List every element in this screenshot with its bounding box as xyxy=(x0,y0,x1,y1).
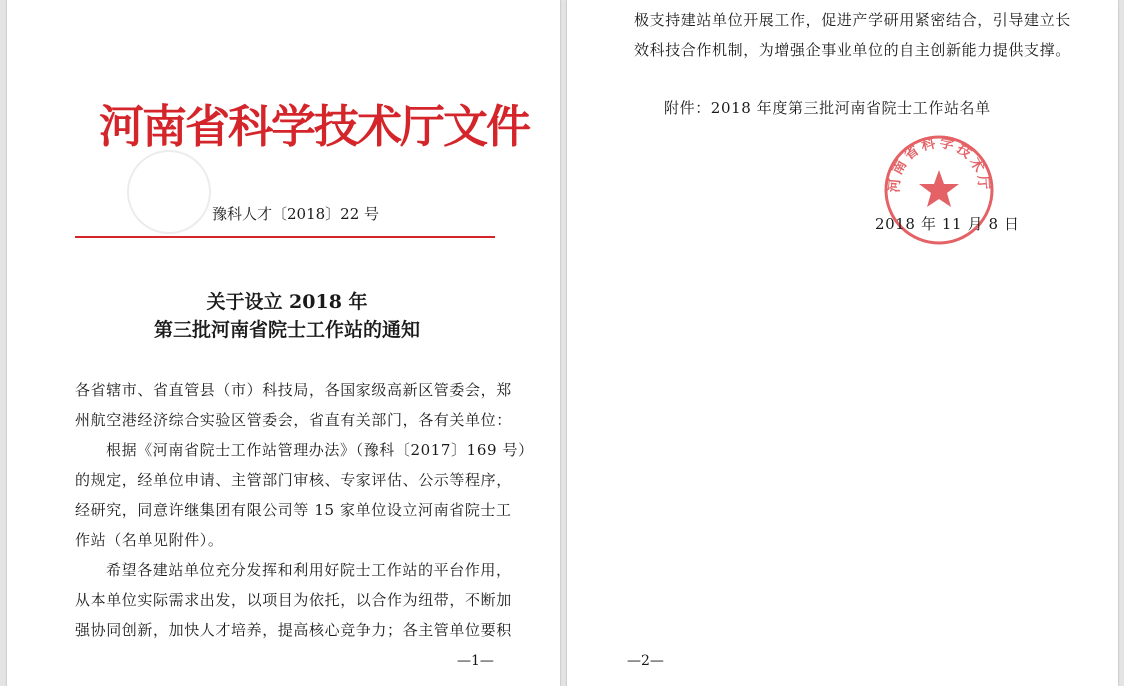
attachment-line: 附件：2018 年度第三批河南省院士工作站名单 xyxy=(664,99,991,117)
body-line: 根据《河南省院士工作站管理办法》（豫科〔2017〕169 号） xyxy=(106,441,534,459)
body-line: 效科技合作机制，为增强企事业单位的自主创新能力提供支撑。 xyxy=(634,41,1071,59)
body-line: 希望各建站单位充分发挥和利用好院士工作站的平台作用， xyxy=(106,561,512,579)
page-number: —1— xyxy=(457,653,494,669)
notice-title-line-1: 关于设立 2018 年 xyxy=(206,291,368,313)
header-title: 河南省科学技术厅文件 xyxy=(99,100,530,153)
body-line: 强协同创新，加快人才培养，提高核心竞争力；各主管单位要积 xyxy=(75,621,512,639)
faint-stamp-mark xyxy=(127,150,211,234)
red-divider xyxy=(75,236,495,238)
issue-date: 2018 年 11 月 8 日 xyxy=(875,215,1020,233)
document-page-2 xyxy=(567,0,1118,686)
seal-star-icon xyxy=(919,170,959,207)
body-line: 从本单位实际需求出发，以项目为依托，以合作为纽带，不断加 xyxy=(75,591,512,609)
notice-title-line-2: 第三批河南省院士工作站的通知 xyxy=(153,319,420,341)
body-line: 极支持建站单位开展工作，促进产学研用紧密结合，引导建立长 xyxy=(634,11,1071,29)
page-number: —2— xyxy=(627,653,664,669)
body-line: 州航空港经济综合实验区管委会，省直有关部门，各有关单位： xyxy=(75,411,512,429)
body-line: 的规定，经单位申请、主管部门审核、专家评估、公示等程序， xyxy=(75,471,512,489)
document-page-1 xyxy=(7,0,560,686)
document-number: 豫科人才〔2018〕22 号 xyxy=(212,205,380,223)
body-line: 作站（名单见附件）。 xyxy=(75,531,224,549)
body-line: 各省辖市、省直管县（市）科技局，各国家级高新区管委会，郑 xyxy=(75,381,512,399)
seal-text: 河南省科学技术厅 xyxy=(886,134,992,194)
body-line: 经研究，同意许继集团有限公司等 15 家单位设立河南省院士工 xyxy=(75,501,512,519)
